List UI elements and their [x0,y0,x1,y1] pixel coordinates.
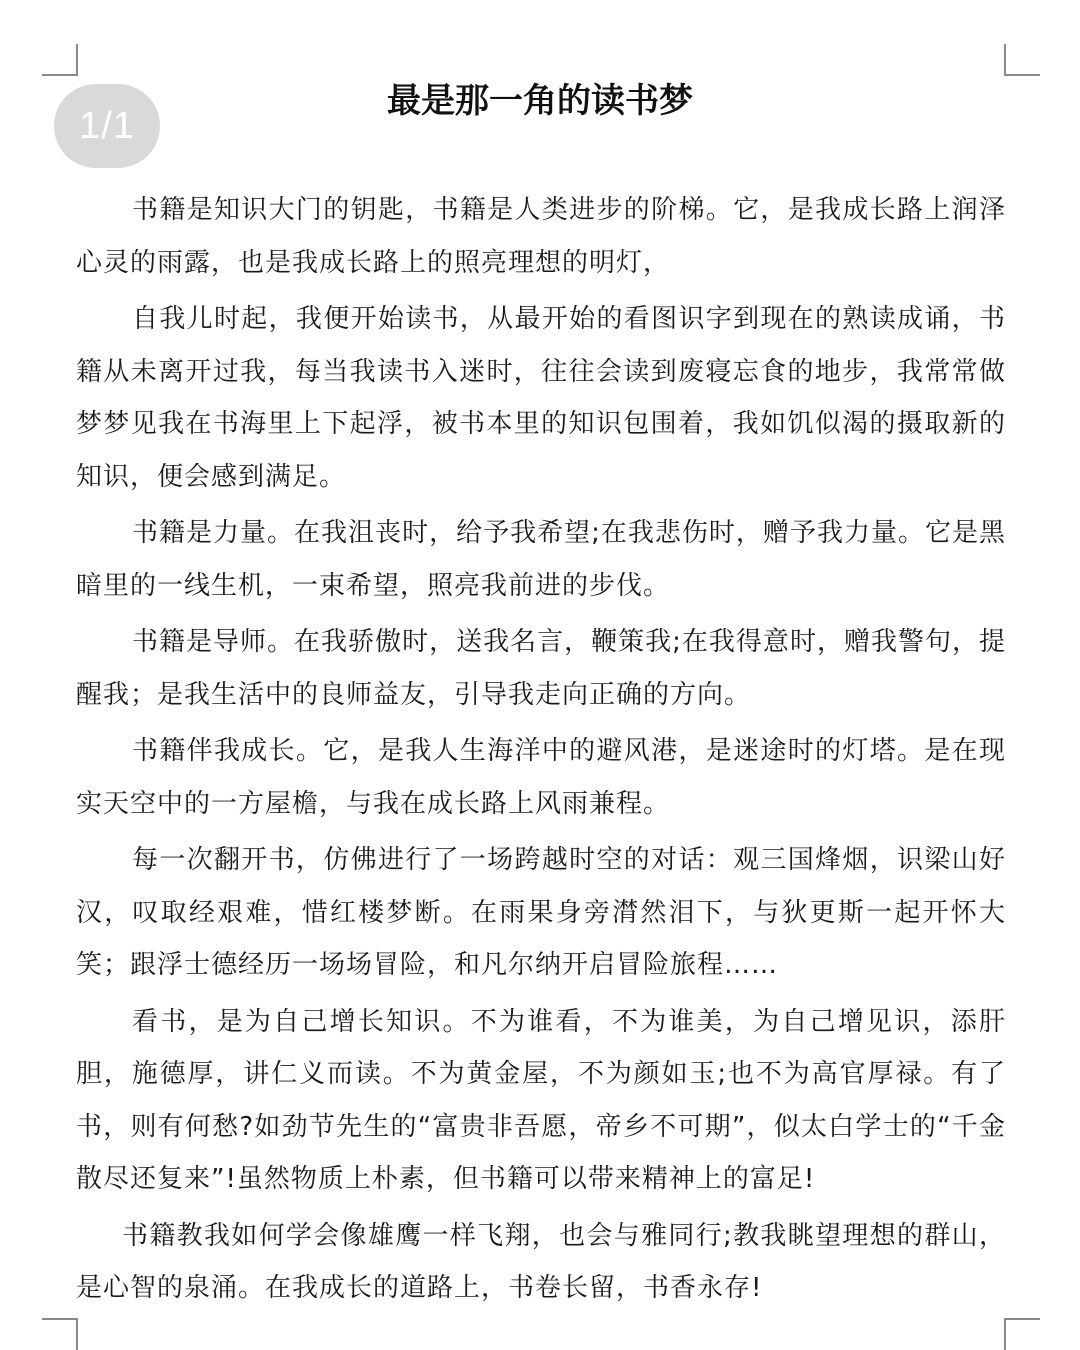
document-title: 最是那一角的读书梦 [387,81,693,121]
paragraph: 书籍是知识大门的钥匙，书籍是人类进步的阶梯。它，是我成长路上润泽心灵的雨露，也是我成长路上的照亮理想的明灯， [76,195,1006,278]
page-corner-mark-top-right [1004,44,1040,76]
paragraph: 书籍教我如何学会像雄鹰一样飞翔，也会与雅同行;教我眺望理想的群山，是心智的泉涌。在我成长的道路上，书卷长留，书香永存! [76,1220,1006,1303]
paragraph: 书籍伴我成长。它，是我人生海洋中的避风港，是迷途时的灯塔。是在现实天空中的一方屋檐，与我在成长路上风雨兼程。 [76,736,1006,819]
page-corner-mark-bottom-left [42,1318,78,1350]
paragraph: 看书，是为自己增长知识。不为谁看，不为谁美，为自己增见识，添肝胆，施德厚，讲仁义而读。不为黄金屋，不为颜如玉;也不为高官厚禄。有了书，则有何愁?如劲节先生的“富贵非吾愿，帝乡不可期”，似太白学士的“千金散尽还复来”!虽然物质上朴素，但书籍可以带来精神上的富足! [76,1006,1006,1194]
document-body [76,184,1006,1319]
paragraph: 每一次翻开书，仿佛进行了一场跨越时空的对话：观三国烽烟，识梁山好汉，叹取经艰难，惜红楼梦断。在雨果身旁潸然泪下，与狄更斯一起开怀大笑；跟浮士德经历一场场冒险，和凡尔纳开启冒险旅程…… [76,845,1006,980]
page-corner-mark-top-left [42,44,78,76]
page-corner-mark-bottom-right [1004,1318,1040,1350]
paragraph: 自我儿时起，我便开始读书，从最开始的看图识字到现在的熟读成诵，书籍从未离开过我，每当我读书入迷时，往往会读到废寝忘食的地步，我常常做梦梦见我在书海里上下起浮，被书本里的知识包围着，我如饥似渴的摄取新的知识，便会感到满足。 [76,304,1006,492]
paragraph: 书籍是力量。在我沮丧时，给予我希望;在我悲伤时，赠予我力量。它是黑暗里的一线生机，一束希望，照亮我前进的步伐。 [76,518,1006,601]
page-indicator: 1/1 [54,84,160,168]
paragraph: 书籍是导师。在我骄傲时，送我名言，鞭策我;在我得意时，赠我警句，提醒我；是我生活中的良师益友，引导我走向正确的方向。 [76,627,1006,710]
